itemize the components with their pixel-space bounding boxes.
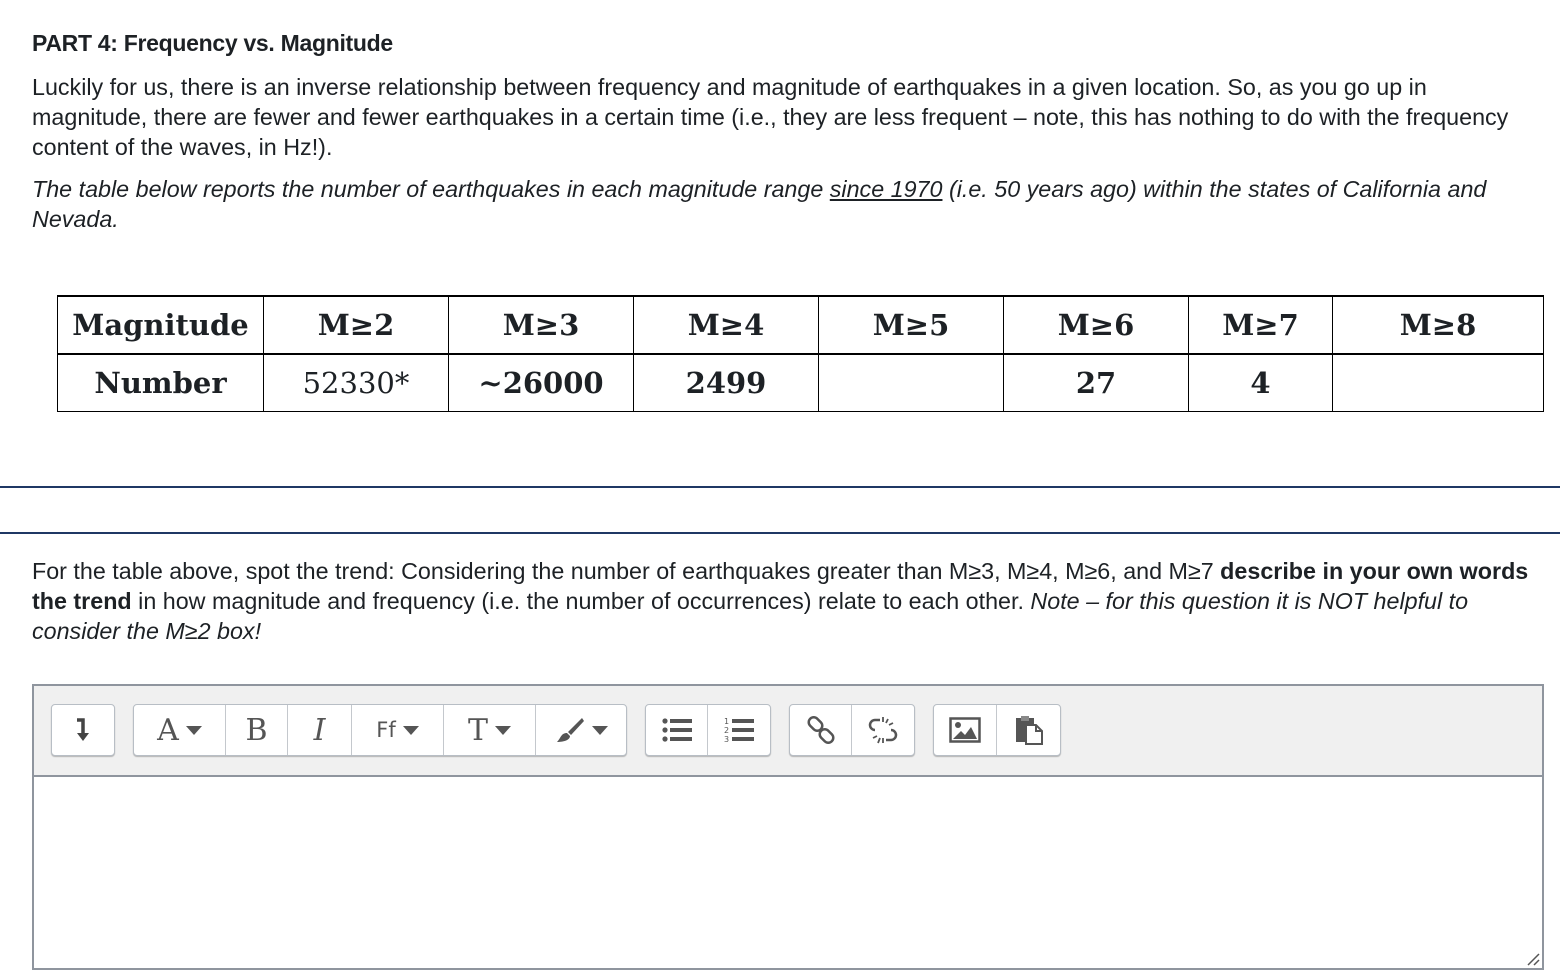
- table-description-after: (i.e. 50 years ago) within the states of California and Nevada.: [32, 176, 1487, 232]
- link-button[interactable]: [790, 705, 852, 755]
- question-note: Note – for this question it is NOT helpful to consider the M≥2 box!: [32, 588, 1469, 644]
- question-part2: in how magnitude and frequency (i.e. the number of occurrences) relate to each other.: [131, 588, 1031, 614]
- table-description-before: The table below reports the number of earthquakes in each magnitude range: [32, 176, 830, 202]
- chevron-down-icon: [403, 726, 419, 735]
- divider-line: [0, 532, 1560, 534]
- magnitude-row: [58, 296, 1544, 354]
- image-icon: [949, 717, 981, 743]
- magnitude-cell: M≥8: [1333, 296, 1544, 354]
- section-heading: PART 4: Frequency vs. Magnitude: [32, 30, 393, 56]
- number-cell: 2499: [634, 354, 819, 412]
- unlink-icon: [868, 715, 898, 745]
- number-row: [58, 354, 1544, 412]
- number-cell: 52330*: [264, 354, 449, 412]
- intro-paragraph: Luckily for us, there is an inverse relationship between frequency and magnitude of earthquakes in a given location. So, as you go up in magnitude, there are fewer and fewer earthquakes in a certain time (i.e., they are less frequent – note, this has nothing to do with the frequency content of the waves, in Hz!).: [32, 74, 1509, 160]
- table-description: [32, 174, 1547, 234]
- earthquake-table: [57, 295, 1544, 412]
- italic-icon: I: [313, 712, 326, 748]
- toolbar-group-media: [933, 704, 1061, 756]
- unordered-list-button[interactable]: [646, 705, 708, 755]
- magnitude-row-header: Magnitude: [58, 296, 264, 354]
- number-cell: 27: [1004, 354, 1189, 412]
- toolbar-group-collapse: [51, 704, 115, 756]
- editor-content-area[interactable]: [34, 777, 1542, 968]
- number-cell: ~26000: [449, 354, 634, 412]
- question-part1: For the table above, spot the trend: Considering the number of earthquakes greater than M≥3, M≥4, M≥6, and M≥7: [32, 558, 1221, 584]
- font-size-icon: T: [467, 712, 488, 748]
- link-icon: [806, 715, 836, 745]
- font-style-button[interactable]: [134, 705, 226, 755]
- font-style-icon: A: [157, 712, 179, 748]
- svg-text:2: 2: [724, 726, 730, 735]
- ordered-list-button[interactable]: [708, 705, 770, 755]
- chevron-down-icon: [495, 726, 511, 735]
- font-size-button[interactable]: [444, 705, 536, 755]
- paint-brush-icon: [555, 716, 585, 744]
- magnitude-cell: M≥6: [1004, 296, 1189, 354]
- ordered-list-icon: [724, 716, 754, 744]
- table-description-underlined: since 1970: [829, 176, 943, 202]
- bold-icon: B: [245, 712, 268, 748]
- bold-button[interactable]: [226, 705, 288, 755]
- chevron-down-icon: [592, 726, 608, 735]
- svg-text:3: 3: [724, 735, 730, 744]
- font-color-button[interactable]: [536, 705, 626, 755]
- resize-handle-icon[interactable]: [1524, 950, 1540, 966]
- magnitude-cell: M≥3: [449, 296, 634, 354]
- question-bold: describe in your own words the trend: [32, 558, 1529, 614]
- magnitude-cell: M≥2: [264, 296, 449, 354]
- number-cell: [819, 354, 1004, 412]
- magnitude-cell: M≥7: [1189, 296, 1333, 354]
- toolbar-group-links: [789, 704, 915, 756]
- unordered-list-icon: [662, 717, 692, 743]
- chevron-down-icon: [186, 726, 202, 735]
- collapse-icon: [74, 717, 92, 743]
- insert-image-button[interactable]: [934, 705, 997, 755]
- unlink-button[interactable]: [852, 705, 914, 755]
- number-cell: 4: [1189, 354, 1333, 412]
- answer-editor: [32, 684, 1544, 970]
- paste-button[interactable]: [997, 705, 1060, 755]
- font-family-icon: Ff: [376, 718, 396, 742]
- divider-line: [0, 486, 1560, 488]
- magnitude-cell: M≥4: [634, 296, 819, 354]
- collapse-button[interactable]: [52, 705, 114, 755]
- italic-button[interactable]: [288, 705, 352, 755]
- toolbar-group-text-style: [133, 704, 627, 756]
- svg-text:1: 1: [724, 717, 730, 726]
- paste-icon: [1014, 715, 1044, 745]
- font-family-button[interactable]: [352, 705, 444, 755]
- toolbar-group-lists: [645, 704, 771, 756]
- question-text: [32, 556, 1547, 646]
- number-row-header: Number: [58, 354, 264, 412]
- editor-toolbar: [34, 686, 1542, 777]
- magnitude-cell: M≥5: [819, 296, 1004, 354]
- number-cell: [1333, 354, 1544, 412]
